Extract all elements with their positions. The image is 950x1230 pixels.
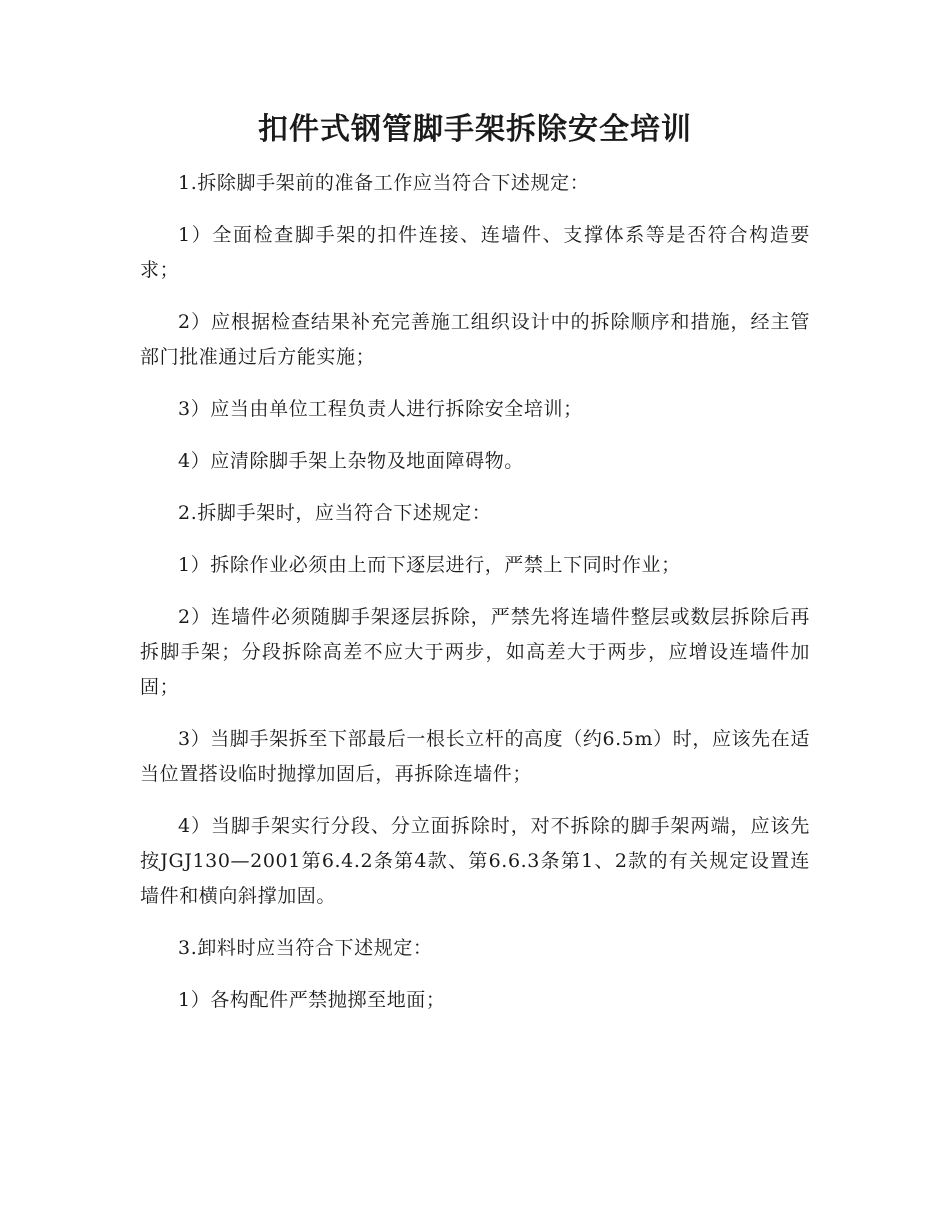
paragraph-prep-heading: 1.拆除脚手架前的准备工作应当符合下述规定： [178,172,590,194]
paragraph-dismantle-item-1: 1）拆除作业必须由上而下逐层进行，严禁上下同时作业； [178,554,681,576]
document-title: 扣件式钢管脚手架拆除安全培训 [258,112,692,147]
document-body [140,166,810,1035]
paragraph-unload-heading: 3.卸料时应当符合下述规定： [178,937,433,959]
paragraph-dismantle-heading: 2.拆脚手架时，应当符合下述规定： [178,502,492,524]
paragraph-unload-item-1: 1）各构配件严禁抛掷至地面； [178,989,446,1011]
paragraph-prep-item-4: 4）应清除脚手架上杂物及地面障碍物。 [178,450,524,472]
paragraph-prep-item-3: 3）应当由单位工程负责人进行拆除安全培训； [178,398,583,420]
paragraph-dismantle-item-2: 2）连墙件必须随脚手架逐层拆除，严禁先将连墙件整层或数层拆除后再拆脚手架；分段拆除高差不应大于两步，如高差大于两步，应增设连墙件加固； [140,606,810,698]
paragraph-dismantle-item-3: 3）当脚手架拆至下部最后一根长立杆的高度（约6.5m）时，应该先在适当位置搭设临时抛撑加固后，再拆除连墙件； [140,728,810,785]
paragraph-dismantle-item-4: 4）当脚手架实行分段、分立面拆除时，对不拆除的脚手架两端，应该先按JGJ130—2001第6.4.2条第4款、第6.6.3条第1、2款的有关规定设置连墙件和横向斜撑加固。 [140,815,810,907]
paragraph-prep-item-1: 1）全面检查脚手架的扣件连接、连墙件、支撑体系等是否符合构造要求； [140,224,810,281]
paragraph-prep-item-2: 2）应根据检查结果补充完善施工组织设计中的拆除顺序和措施，经主管部门批准通过后方能实施； [140,311,810,368]
